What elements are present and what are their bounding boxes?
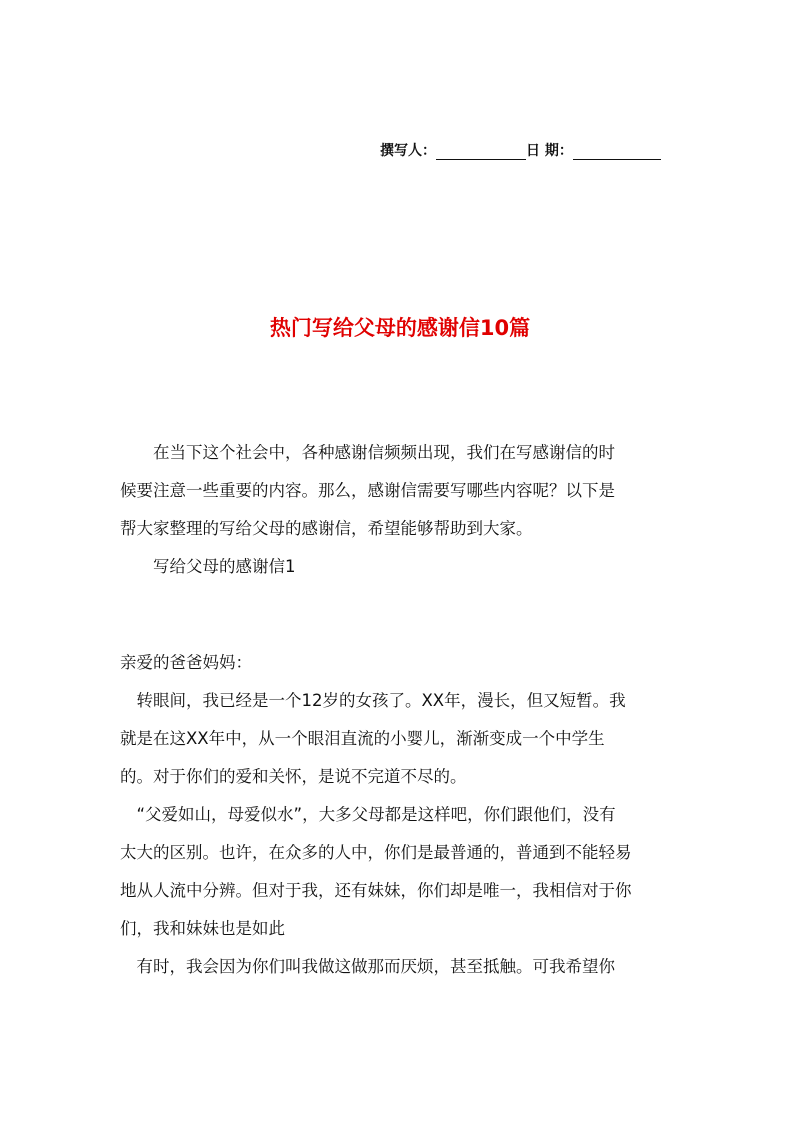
intro-paragraph: [120, 434, 615, 586]
intro-line: 在当下这个社会中，各种感谢信频频出现，我们在写感谢信的时: [120, 443, 615, 462]
body-line: 地从人流中分辨。但对于我，还有妹妹，你们却是唯一，我相信对于你: [120, 881, 632, 900]
body-line: 转眼间，我已经是一个12岁的女孩了。XX年，漫长，但又短暂。我: [120, 691, 626, 710]
document-title: 热门写给父母的感谢信10篇: [269, 316, 531, 340]
author-label: 撰写人：: [380, 143, 436, 159]
date-blank: [573, 145, 661, 160]
intro-line: 候要注意一些重要的内容。那么，感谢信需要写哪些内容呢？以下是: [120, 481, 615, 500]
body-line: “父爱如山，母爱似水”，大多父母都是这样吧，你们跟他们，没有: [120, 805, 616, 824]
body-line: 就是在这XX年中，从一个眼泪直流的小婴儿，渐渐变成一个中学生: [120, 729, 605, 748]
body-line: 的。对于你们的爱和关怀，是说不完道不尽的。: [120, 767, 467, 786]
date-label: 日 期：: [526, 143, 573, 159]
intro-line: 帮大家整理的写给父母的感谢信，希望能够帮助到大家。: [120, 519, 533, 538]
body-line: 们，我和妹妹也是如此: [120, 919, 285, 938]
body-line: 有时，我会因为你们叫我做这做那而厌烦，甚至抵触。可我希望你: [120, 957, 615, 976]
author-blank: [436, 145, 526, 160]
header-author-date: [380, 140, 661, 160]
body-line: 太大的区别。也许，在众多的人中，你们是最普通的，普通到不能轻易: [120, 843, 632, 862]
section-heading: 写给父母的感谢信1: [120, 557, 296, 576]
letter-body: [120, 644, 632, 986]
salutation: 亲爱的爸爸妈妈：: [120, 653, 252, 672]
